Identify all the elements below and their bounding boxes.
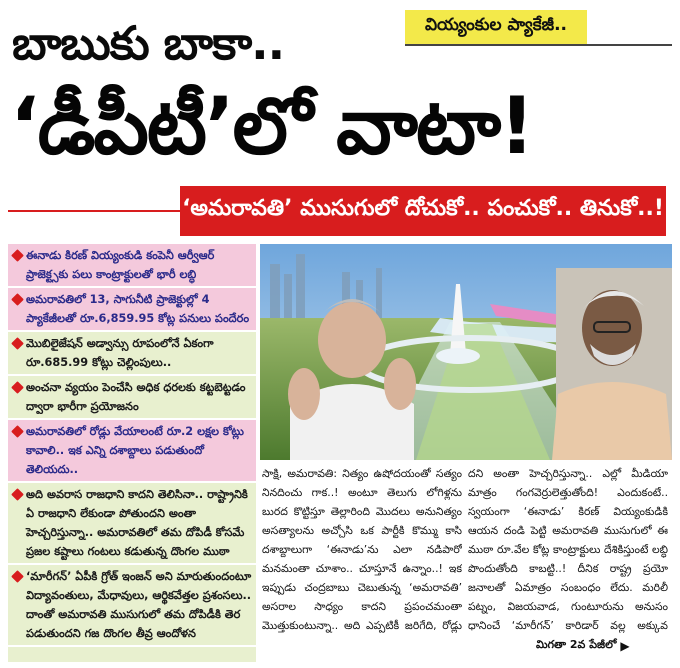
bullet-text: అంచనా వ్యయం పెంచేసి అధిక ధరలకు కట్టబెట్టడం ద్వారా భారీగా ప్రయోజనం [26, 381, 246, 413]
bullet-text: మొబిలైజేషన్ అడ్వాన్సు రూపంలోనే ఏకంగా రూ.685.99 కోట్లు చెల్లింపులు.. [26, 337, 214, 369]
sidebar-bullet [8, 244, 256, 288]
collage-illustration [260, 244, 672, 460]
kicker-label: వియ్యంకుల ప్యాకేజీ.. [405, 10, 587, 44]
continued-link[interactable] [536, 636, 672, 656]
sidebar-bullet [8, 376, 256, 420]
bullet-text: అది అవరాస రాజధాని కాదని తెలిసినా.. రాష్ట్రానికి ఏ రాజధాని లేకుండా పోతుందని అంతా హెచ్చరిస్తున్నా.. అమరావతిలో తమ దోపిడీ కోసమే ప్రజల కష్టాలు గంటలు కడుతున్న దొంగల ముఠా [26, 488, 248, 558]
sidebar-bullet [8, 288, 256, 332]
article-column-2: దని అంతా హెచ్చరిస్తున్నా.. ఎల్లో మీడియా మాత్రం గంగవెర్రులెత్తుతోంది! ఎందుకంటే.. స్వయంగా ‘ఈనాడు’ కిరణ్ వియ్యంకుడికి ఆయన దండి పెట్టి అమరావతి ముసుగులో ఈ ముఠా రూ.వేల కోట్ల కాంట్రాక్టులు దేశికిస్తుంటే లబ్ధి పొందుతోంది కాబట్టి..! దీనిక రాష్ట్ర ప్రయో జనాలతో ఏమాత్రం సంబంధం లేదు. మరిలీ పట్నం, విజయవాడ, గుంటూరును అనుసం ధానించే ‘మారీగన్’ కారిడార్ వల్ల అక్కువ [468, 467, 668, 632]
continued-label: మిగతా 2వ పేజీలో [536, 638, 617, 651]
bullet-text: అమరావతిలో రోడ్లు వేయాలంటే రూ.2 లక్షల కోట్లు కావాలి.. ఇక ఎన్ని దశాబ్దాలు పడుతుందో తెలియదు.. [26, 425, 244, 476]
red-banner: ‘అమరావతి’ ముసుగులో దోచుకో.. పంచుకో.. తినుకో..! [180, 186, 666, 236]
sidebar-bullet [8, 565, 256, 647]
bullet-marker-icon [11, 337, 24, 350]
bullet-marker-icon [11, 249, 24, 262]
bullet-text: ఈనాడు కిరణ్ వియ్యంకుడి కంపెనీ ఆర్వీఆర్ ప్రాజెక్ట్సకు పలు కాంట్రాక్టులతో భారీ లబ్ధి [26, 249, 215, 281]
bullet-marker-icon [11, 425, 24, 438]
bullet-marker-icon [11, 570, 24, 583]
kicker-rule [405, 44, 672, 46]
bullet-text: అమరావతిలో 13, సాగునీటి ప్రాజెక్టుల్లో 4 ప్యాకేజీలతో రూ.6,859.95 కోట్ల పనులు పందేరం [26, 293, 250, 325]
bullet-marker-icon [11, 381, 24, 394]
play-arrow-icon: ▶ [620, 639, 630, 653]
article-column-1: సాక్షి, అమరావతి: నిత్యం ఉషోదయంతో సత్యం నినదించు గాక..! అంటూ తెలుగు లోగిళ్లను బురద కొట్టిస్తూ తెల్లారింది మొదలు అనునిత్యం అసత్యాలను అచ్చోసి ఒక పార్టీకి కొమ్ము కాసి దశాబ్దాలుగా ‘ఈనాడు’ను ఎలా నడిపారో మనమంతా చూశాం.. చూస్తూనే ఉన్నాం..! ఇక ఇప్పుడు చంద్రబాబు చెబుతున్న ‘అమరావతి’ అసరాల సాధ్యం కాదని ప్రపంచమంతా మొత్తుకుంటున్నా.. అది ఎప్పటికీ జరిగేది, రోడ్లు [262, 467, 462, 632]
amaravati-photo-collage [260, 244, 672, 460]
banner-rule [8, 210, 180, 212]
bullet-marker-icon [11, 488, 24, 501]
sidebar-bullet [8, 420, 256, 483]
headline-main: ‘డీపీటీ’లో వాటా! [10, 82, 533, 172]
person-right-figure [552, 268, 672, 460]
headline-small: బాబుకు బాకా.. [12, 16, 285, 70]
sidebar-bullet [8, 483, 256, 565]
highlights-sidebar [8, 244, 256, 662]
bullet-text: ‘మారీగన్’ ఏపీకి గ్రోత్ ఇంజన్ అని మారుతుందంటూ విద్యావంతులు, మేధావులు, ఆర్థికవేత్తల ప్రశంసలు.. దాంతో అమరావతి ముసుగులో తమ దోపిడీకి తెర పడుతుందని గజ దొంగల తీవ్ర ఆందోళన [26, 570, 252, 640]
bullet-marker-icon [11, 293, 24, 306]
sidebar-bullet [8, 332, 256, 376]
